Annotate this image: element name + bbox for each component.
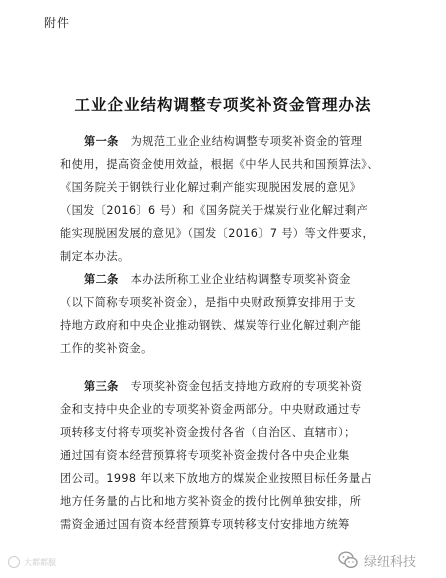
- article-line: （以下简称专项奖补资金），是指中央财政预算安排用于支: [60, 296, 356, 309]
- watermark-circle-icon: [8, 556, 20, 568]
- article-first-line: [60, 375, 400, 398]
- article-line: （国发〔2016〕6 号）和《国务院关于煤炭行业化解过剩产: [60, 204, 369, 217]
- article-text: 专项奖补资金包括支持地方政府的专项奖补资: [130, 380, 363, 393]
- article-line: 金和支持中央企业的专项奖补资金两部分。中央财政通过专: [60, 403, 362, 416]
- article-line: 通过国有资本经营预算将专项奖补资金拨付各中央企业集: [60, 449, 350, 462]
- article-number: 第一条: [84, 135, 119, 148]
- watermark-right-text: 绿纽科技: [363, 554, 416, 570]
- article-text: 本办法所称工业企业结构调整专项奖补资金: [130, 273, 351, 286]
- watermark-left-text: 大都都服: [24, 557, 56, 567]
- article-line: 地方任务量的占比和地方奖补资金的拨付比例单独安排，所: [60, 495, 362, 508]
- attachment-label: 附件: [44, 16, 71, 30]
- article-text: 为规范工业企业结构调整专项奖补资金的管理: [130, 135, 363, 148]
- watermark-right: [338, 550, 416, 570]
- article-line: 《国务院关于钢铁行业化解过剩产能实现脱困发展的意见》: [60, 181, 362, 194]
- article-1: [60, 130, 400, 268]
- article-first-line: [60, 268, 400, 291]
- article-number: 第三条: [84, 380, 119, 393]
- article-number: 第二条: [84, 273, 119, 286]
- article-2: [60, 268, 400, 360]
- article-3: [60, 375, 400, 536]
- article-line: 工作的奖补资金。: [60, 342, 153, 355]
- document-title: 工业企业结构调整专项奖补资金管理办法: [74, 96, 372, 114]
- watermark-left: [8, 556, 56, 568]
- article-line: 项转移支付将专项奖补资金拨付各省（自治区、直辖市）；: [60, 426, 356, 439]
- wechat-logo-icon: [338, 550, 358, 570]
- article-line: 能实现脱困发展的意见》（国发〔2016〕7 号）等文件要求，: [60, 227, 375, 240]
- article-line: 制定本办法。: [60, 250, 130, 263]
- article-line: 和使用，提高资金使用效益，根据《中华人民共和国预算法》、: [60, 158, 379, 171]
- article-first-line: [60, 130, 400, 153]
- article-line: 团公司。1998 年以来下放地方的煤炭企业按照目标任务量占: [60, 472, 373, 485]
- article-line: 持地方政府和中央企业推动钢铁、煤炭等行业化解过剩产能: [60, 319, 362, 332]
- article-line: 需资金通过国有资本经营预算专项转移支付安排地方统筹: [60, 518, 350, 531]
